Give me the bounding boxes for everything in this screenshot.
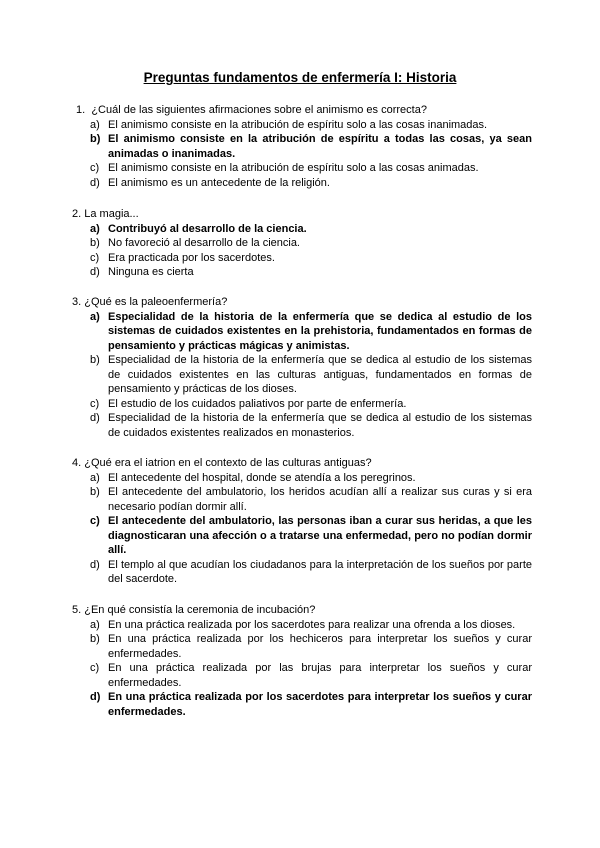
option-letter: d) — [90, 691, 101, 703]
option-text: Era practicada por los sacerdotes. — [108, 251, 275, 264]
question-number: 2. — [72, 208, 82, 220]
option-text: Especialidad de la historia de la enfermería que se dedica al estudio de los sistemas de cuidados existentes en las culturas antiguas, fundamentados en formas de pensamiento y prácticas de los dioses. — [108, 354, 532, 395]
question-label: ¿Cuál de las siguientes afirmaciones sobre el animismo es correcta? — [91, 104, 427, 116]
question-label: ¿Qué era el iatrion en el contexto de las culturas antiguas? — [84, 457, 372, 469]
option-letter: c) — [90, 397, 100, 410]
option-letter: c) — [90, 162, 100, 174]
question-number: 4. — [72, 457, 82, 469]
question-number: 5. — [72, 604, 82, 616]
question-text — [72, 456, 532, 471]
option-letter: d) — [90, 266, 100, 278]
option — [72, 236, 532, 251]
option-text: El animismo consiste en la atribución de espíritu a todas las cosas, ya sean animadas o inanimadas. — [108, 133, 532, 160]
options-list — [72, 471, 532, 587]
question-text — [72, 103, 532, 118]
option — [72, 118, 532, 133]
option — [72, 632, 532, 661]
option-text: Contribuyó al desarrollo de la ciencia. — [108, 222, 307, 235]
option — [72, 411, 532, 440]
option-letter: b) — [90, 354, 100, 366]
question-text — [72, 603, 532, 618]
option-letter: a) — [90, 310, 100, 323]
option-letter: a) — [90, 618, 100, 631]
option — [72, 471, 532, 486]
option-letter: a) — [90, 118, 100, 131]
option-letter: d) — [90, 176, 100, 189]
option-letter: a) — [90, 471, 100, 484]
question-label: ¿En qué consistía la ceremonia de incubación? — [84, 604, 316, 616]
option-text: El antecedente del ambulatorio, las personas iban a curar sus heridas, a que les diagnosticaran una afección o a tratarse una enfermedad, pero no podían dormir allí. — [108, 515, 532, 556]
option-text: En una práctica realizada por las brujas para interpretar los sueños y curar enfermedades. — [108, 662, 532, 689]
question-2 — [72, 207, 532, 280]
option-text: El animismo es un antecedente de la religión. — [108, 176, 330, 189]
option-letter: c) — [90, 515, 100, 527]
option — [72, 558, 532, 587]
option — [72, 265, 532, 280]
option-text: En una práctica realizada por los hechiceros para interpretar los sueños y curar enfermedades. — [108, 633, 532, 660]
options-list — [72, 118, 532, 191]
option — [72, 176, 532, 191]
option — [72, 251, 532, 266]
option — [72, 397, 532, 412]
option-letter: d) — [90, 412, 100, 424]
option-text: Especialidad de la historia de la enfermería que se dedica al estudio de los sistemas de cuidados existentes en la prehistoria, fundamentados en formas de pensamiento y prácticas mágicas y animistas. — [108, 310, 532, 352]
option-text: El antecedente del ambulatorio, los heridos acudían allí a realizar sus curas y si era necesario podían dormir allí. — [108, 486, 532, 513]
option-letter: a) — [90, 222, 100, 235]
question-label: ¿Qué es la paleoenfermería? — [84, 296, 228, 308]
page-title: Preguntas fundamentos de enfermería I: Historia — [143, 70, 457, 85]
option-text: En una práctica realizada por los sacerdotes para interpretar los sueños y curar enfermedades. — [108, 691, 532, 718]
option — [72, 661, 532, 690]
question-number: 3. — [72, 296, 82, 308]
question-text — [72, 295, 532, 310]
option-correct — [72, 310, 532, 354]
options-list — [72, 618, 532, 720]
option-correct — [72, 690, 532, 719]
option-text: El animismo consiste en la atribución de espíritu solo a las cosas inanimadas. — [108, 118, 488, 131]
question-number: 1. — [76, 104, 86, 116]
option — [72, 161, 532, 176]
option-text: En una práctica realizada por los sacerdotes para realizar una ofrenda a los dioses. — [108, 618, 516, 631]
option-letter: b) — [90, 486, 100, 498]
option-text: Especialidad de la historia de la enfermería que se dedica al estudio de los sistemas de cuidados existentes realizados en monasterios. — [108, 412, 532, 439]
question-4 — [72, 456, 532, 587]
option-correct — [72, 132, 532, 161]
option-letter: b) — [90, 633, 100, 645]
question-5 — [72, 603, 532, 719]
option-text: El animismo consiste en la atribución de espíritu solo a las cosas animadas. — [108, 162, 479, 174]
option-letter: d) — [90, 558, 100, 571]
option-correct — [72, 222, 532, 237]
option — [72, 485, 532, 514]
option-text: El estudio de los cuidados paliativos por parte de enfermería. — [108, 397, 407, 410]
option-letter: b) — [90, 133, 101, 145]
option — [72, 618, 532, 633]
question-3 — [72, 295, 532, 440]
question-label: La magia... — [84, 208, 139, 220]
option-correct — [72, 514, 532, 558]
option-text: No favoreció al desarrollo de la ciencia. — [108, 237, 300, 249]
option-text: Ninguna es cierta — [108, 266, 194, 278]
option-letter: b) — [90, 237, 100, 249]
option-text: El templo al que acudían los ciudadanos para la interpretación de los sueños por parte del sacerdote. — [108, 558, 532, 585]
option-letter: c) — [90, 251, 100, 264]
options-list — [72, 310, 532, 441]
option — [72, 353, 532, 397]
question-1 — [72, 103, 532, 190]
option-text: El antecedente del hospital, donde se atendía a los peregrinos. — [108, 471, 416, 484]
options-list — [72, 222, 532, 280]
question-text — [72, 207, 532, 222]
option-letter: c) — [90, 662, 100, 674]
